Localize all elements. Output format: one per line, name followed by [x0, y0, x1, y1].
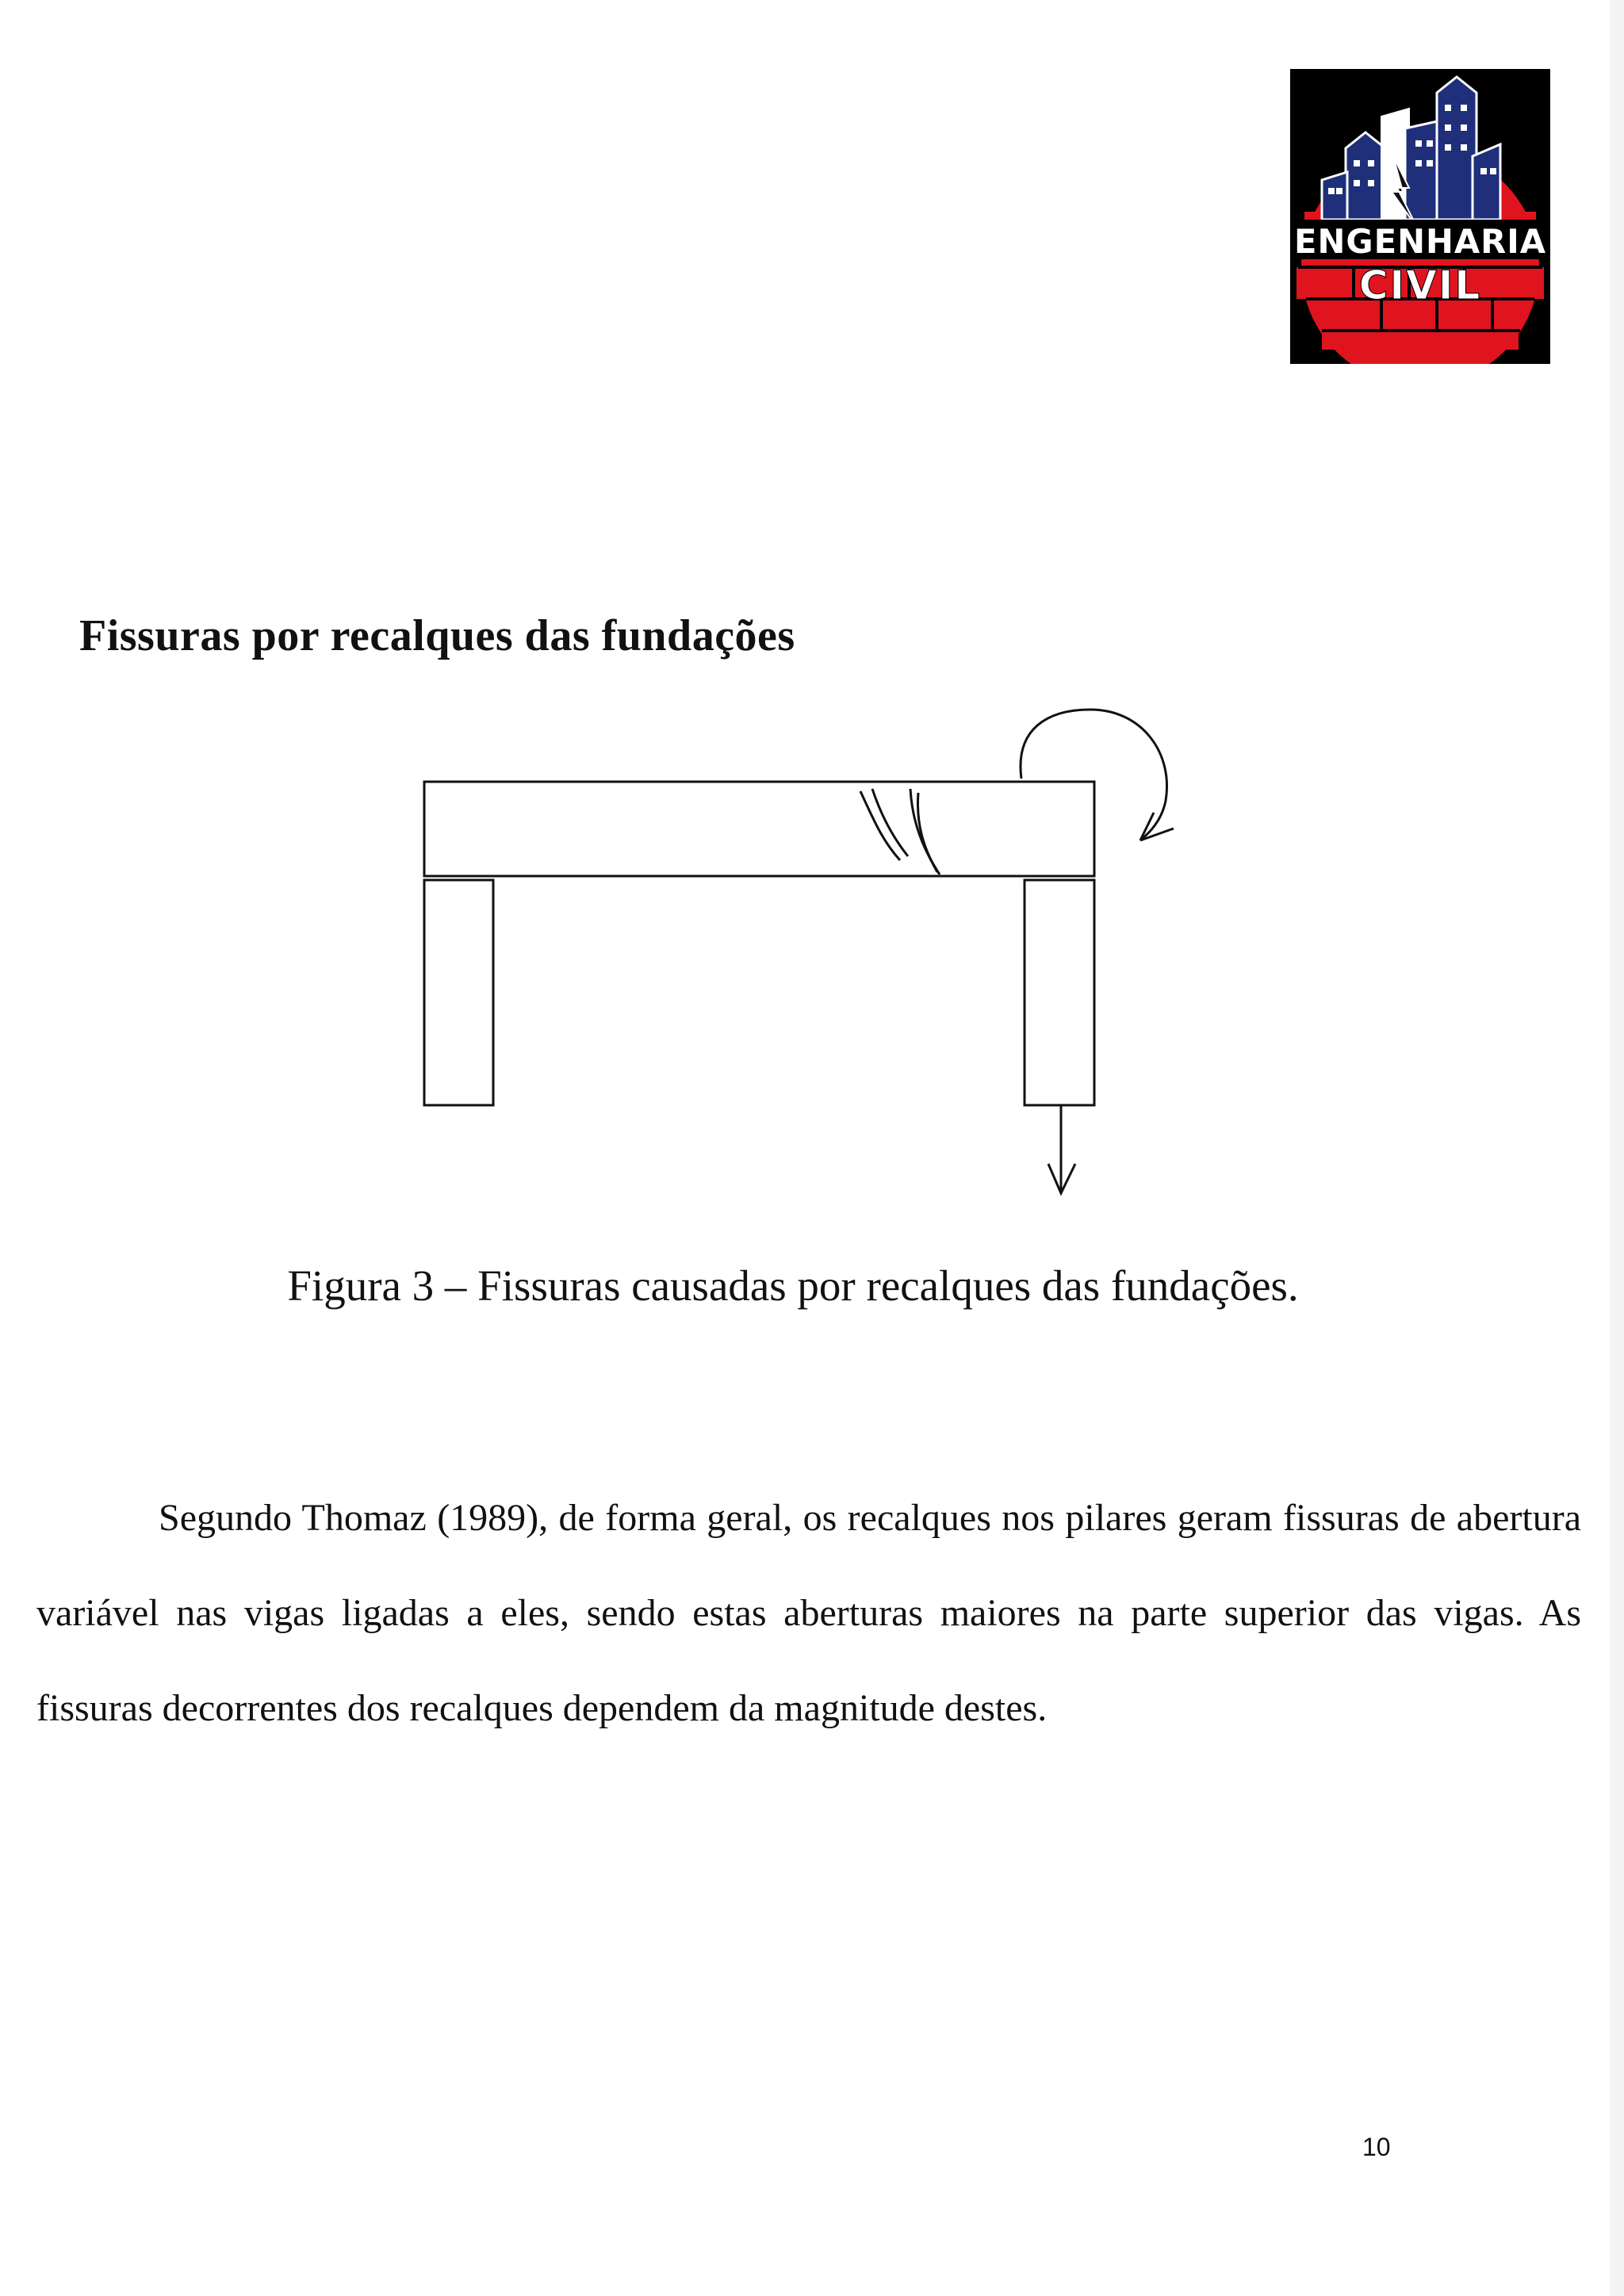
right-pillar [1025, 880, 1094, 1105]
body-paragraph [36, 1471, 1581, 1756]
beam [424, 782, 1094, 876]
rotation-arrow [1021, 710, 1174, 840]
logo-text-top: ENGENHARIA [1294, 222, 1546, 261]
settlement-arrow [1048, 1105, 1075, 1193]
logo-text-bottom: CIVIL [1358, 262, 1482, 308]
figure-caption: Figura 3 – Fissuras causadas por recalques das fundações. [287, 1261, 1299, 1310]
body-paragraph-text: Segundo Thomaz (1989), de forma geral, os recalques nos pilares geram fissuras de abertura variável nas vigas ligadas a eles, sendo estas aberturas maiores na parte superior das vigas. As fissuras decorrentes dos recalques dependem da magnitude destes. [36, 1497, 1581, 1729]
crack-lines [860, 789, 940, 874]
page-number: 10 [1362, 2133, 1391, 2161]
left-pillar [424, 880, 493, 1105]
section-title: Fissuras por recalques das fundações [79, 611, 795, 660]
